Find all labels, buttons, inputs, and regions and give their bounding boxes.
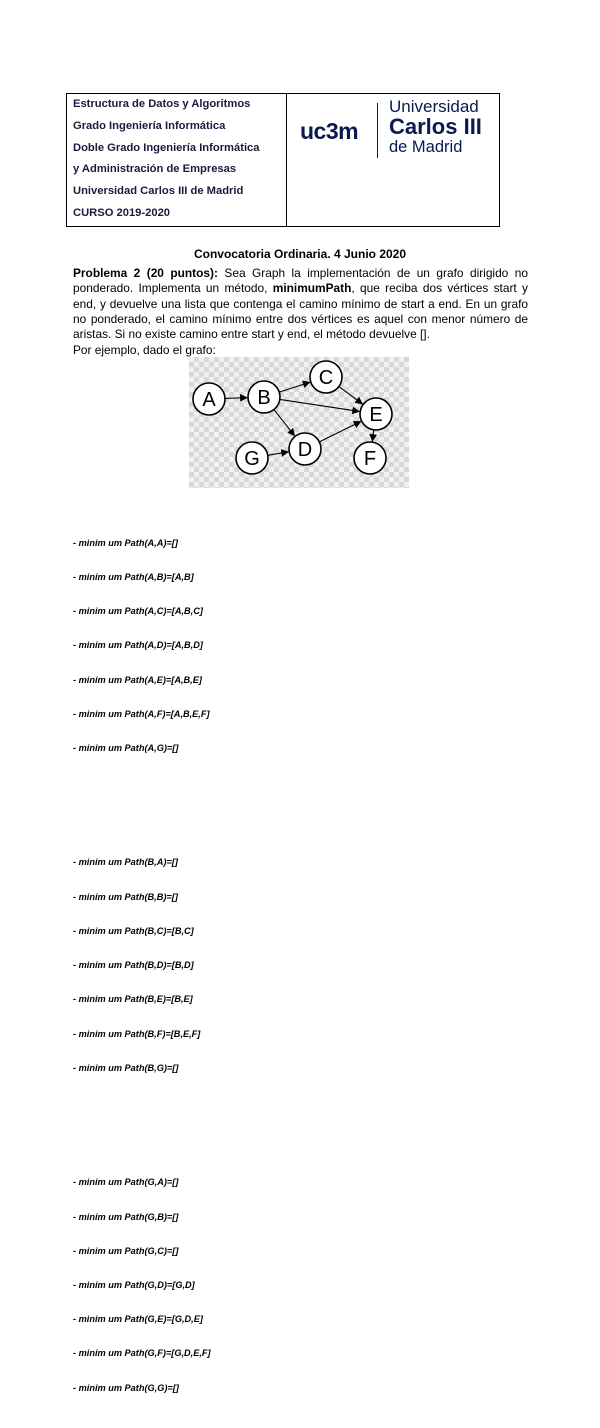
result-line: - minim um Path(A,F)=[A,B,E,F] — [73, 708, 210, 719]
result-line: - minim um Path(B,A)=[] — [73, 857, 178, 868]
edge-b-c — [279, 382, 310, 392]
edge-b-e — [280, 399, 359, 411]
course-line: Universidad Carlos III de Madrid — [73, 185, 244, 198]
node-label: D — [297, 439, 313, 461]
node-b — [248, 381, 280, 413]
logo-wordmark — [389, 98, 482, 156]
result-line: - minim um Path(G,E)=[G,D,E] — [73, 1314, 203, 1325]
node-label: B — [257, 387, 271, 409]
logo-carlos: Carlos III — [389, 114, 482, 139]
result-line: - minim um Path(G,D)=[G,D] — [73, 1280, 195, 1290]
logo-divider — [377, 103, 378, 158]
course-line: Estructura de Datos y Algoritmos — [73, 98, 251, 110]
result-line: - minim um Path(A,B)=[A,B] — [73, 571, 194, 582]
node-a — [193, 383, 225, 415]
method-name: minimumPath — [272, 281, 352, 296]
result-line: - minim um Path(B,G)=[] — [73, 1062, 179, 1073]
result-line: - minim um Path(A,C)=[A,B,C] — [73, 606, 203, 617]
result-line: - minim um Path(B,E)=[B,E] — [73, 994, 193, 1005]
edge-c-e — [339, 387, 362, 404]
logo-madrid: de Madrid — [389, 138, 463, 156]
result-line: - minim um Path(B,F)=[B,E,F] — [73, 1028, 201, 1039]
node-label: E — [369, 404, 383, 426]
page-title: Convocatoria Ordinaria. 4 Junio 2020 — [193, 247, 407, 261]
results-list — [73, 492, 211, 1428]
result-line: - minim um Path(A,G)=[] — [73, 742, 179, 753]
edge-a-b — [225, 398, 247, 399]
result-line: - minim um Path(G,G)=[] — [73, 1382, 179, 1393]
problem-text-2: , que reciba dos vértices start y end, y devuelve una lista que contenga el camino mínimo de start a end. En un grafo no ponderado, el camino mínimo entre dos vértices es aquel con menor número de aristas. Si no existe camino entre start y end, el método devuelve []. — [73, 281, 528, 342]
result-line: - minim um Path(B,C)=[B,C] — [73, 925, 194, 936]
course-line: Grado Ingeniería Informática — [73, 119, 226, 132]
result-line: - minim um Path(G,F)=[G,D,E,F] — [73, 1348, 211, 1359]
course-line: CURSO 2019-2020 — [73, 206, 171, 219]
result-group-b — [73, 835, 211, 1097]
node-e — [360, 398, 392, 430]
node-g — [236, 442, 268, 474]
result-line: - minim um Path(G,A)=[] — [73, 1177, 179, 1188]
result-group-a — [73, 515, 211, 777]
problem-statement — [73, 266, 528, 342]
result-line: - minim um Path(A,D)=[A,B,D] — [73, 640, 203, 651]
edge-b-d — [274, 410, 295, 436]
result-line: - minim um Path(G,B)=[] — [73, 1211, 179, 1222]
result-line: - minim um Path(G,C)=[] — [73, 1245, 179, 1256]
edge-d-e — [319, 422, 360, 442]
edge-g-d — [268, 452, 288, 455]
node-f — [354, 442, 386, 474]
edge-e-f — [372, 430, 374, 441]
university-logo — [287, 94, 499, 226]
node-c — [310, 361, 342, 393]
result-line: - minim um Path(B,B)=[] — [73, 891, 178, 902]
node-label: C — [318, 367, 334, 389]
result-line: - minim um Path(A,E)=[A,B,E] — [73, 674, 202, 685]
course-line: y Administración de Empresas — [73, 163, 237, 176]
header-box — [66, 93, 500, 227]
example-intro: Por ejemplo, dado el grafo: — [73, 343, 216, 357]
graph-svg — [189, 357, 409, 488]
problem-label: Problema 2 (20 puntos): — [73, 266, 218, 280]
problem-text-1: Sea Graph la implementación de un grafo dirigido no ponderado. Implementa un método, — [73, 266, 528, 296]
logo-short: uc3m — [300, 118, 359, 144]
course-line: Doble Grado Ingeniería Informática — [73, 141, 260, 154]
course-info — [67, 94, 287, 226]
result-line: - minim um Path(A,A)=[] — [73, 537, 178, 548]
node-label: A — [202, 389, 216, 411]
node-label: G — [244, 448, 260, 470]
node-label: F — [363, 448, 377, 470]
result-line: - minim um Path(B,D)=[B,D] — [73, 960, 194, 971]
node-d — [289, 433, 321, 465]
graph-figure — [189, 357, 409, 488]
logo-univ: Universidad — [389, 97, 479, 116]
result-group-g — [73, 1155, 211, 1417]
